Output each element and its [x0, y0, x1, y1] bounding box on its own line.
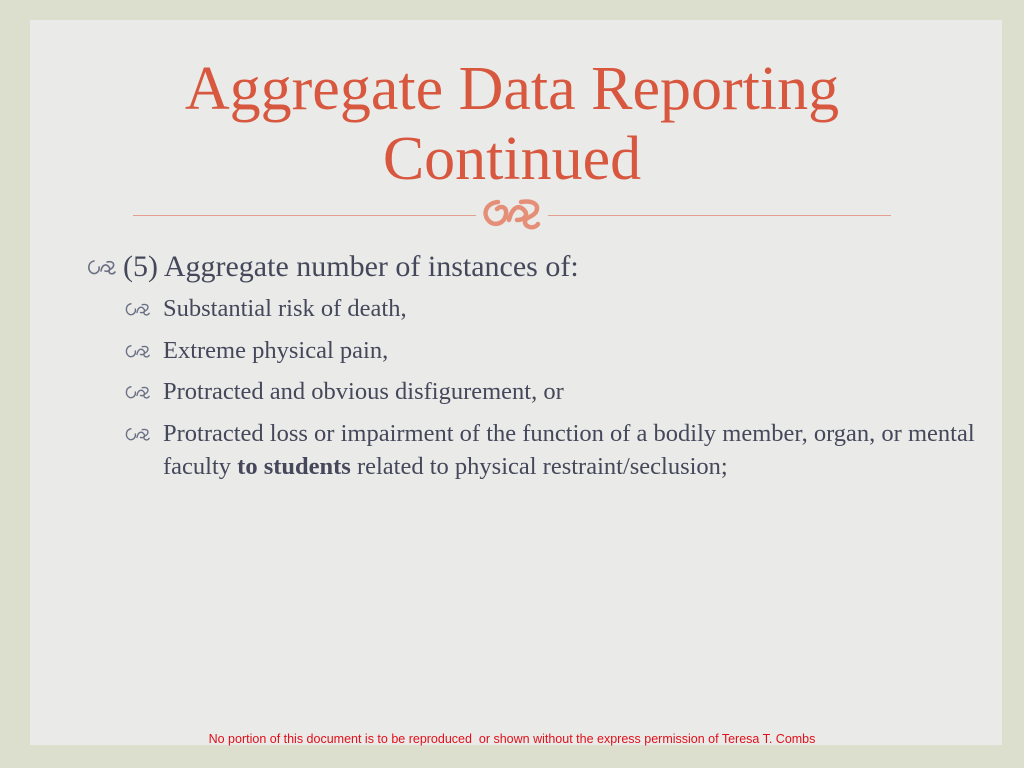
sub-bullet-text-part: related to physical restraint/seclusion; [350, 453, 728, 480]
sub-bullet [124, 375, 1004, 408]
ornament-swash-bullet-icon [124, 426, 150, 442]
copyright-footer: No portion of this document is to be reproduced or shown without the express permission of Teresa T. Combs [208, 732, 816, 746]
sub-bullet-text: Extreme physical pain, [163, 337, 389, 364]
sub-bullet [124, 334, 1004, 367]
slide-title-line-1: Aggregate Data Reporting [184, 55, 840, 123]
ornament-swash-bullet-icon [86, 258, 116, 276]
main-bullet-text: (5) Aggregate number of instances of: [123, 250, 579, 283]
sub-bullet [124, 417, 1004, 483]
ornament-swash-bullet-icon [124, 384, 150, 400]
ornament-swash-bullet-icon [124, 301, 150, 317]
ornament-swash-bullet-icon [124, 343, 150, 359]
sub-bullet-text: Substantial risk of death, [163, 295, 407, 322]
slide-title-line-2: Continued [382, 125, 642, 193]
sub-bullet [124, 292, 1004, 325]
sub-bullet-text [163, 417, 1004, 483]
main-bullet [86, 249, 579, 285]
sub-bullet-text: Protracted and obvious disfigurement, or [163, 378, 564, 405]
emphasis-text: to students [237, 453, 351, 480]
sub-bullet-text-part: Protracted loss or impairment of the function of a bodily member, organ, or mental faculty [163, 420, 975, 480]
